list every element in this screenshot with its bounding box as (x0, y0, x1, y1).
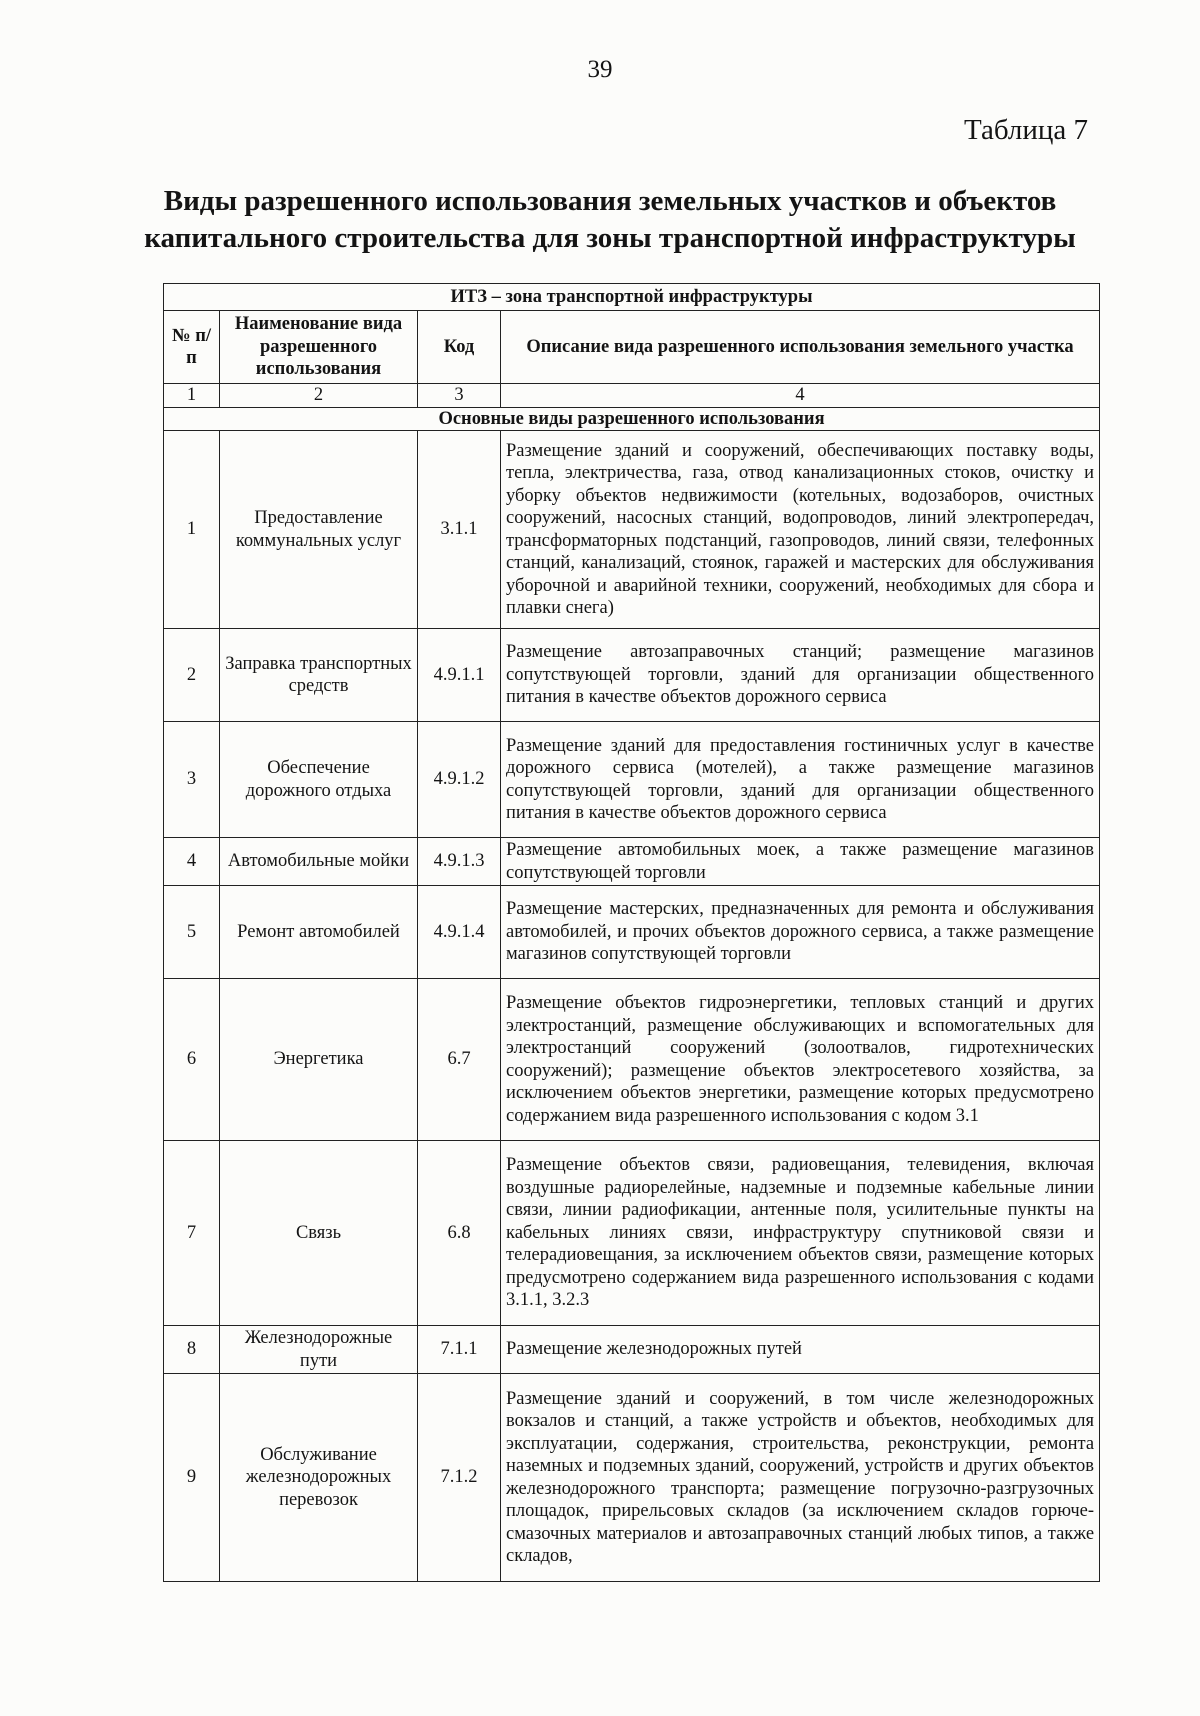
use-type-description: Размещение автозаправочных станций; размещение магазинов сопутствующей торговли, зданий для организации общественного питания в качестве объектов дорожного сервиса (501, 629, 1100, 722)
row-number: 4 (164, 838, 220, 886)
use-type-code: 3.1.1 (418, 431, 501, 629)
row-number: 7 (164, 1141, 220, 1326)
zone-title: ИТЗ – зона транспортной инфраструктуры (164, 284, 1100, 311)
row-number: 8 (164, 1326, 220, 1374)
use-type-name: Железнодорожные пути (220, 1326, 418, 1374)
row-number: 1 (164, 431, 220, 629)
use-type-code: 4.9.1.1 (418, 629, 501, 722)
page-number: 39 (587, 56, 613, 83)
table-row (164, 1326, 1100, 1374)
use-type-name: Ремонт автомобилей (220, 886, 418, 979)
table-row (164, 1374, 1100, 1582)
table-row (164, 431, 1100, 629)
column-index: 4 (501, 384, 1100, 408)
header-code: Код (418, 311, 501, 384)
use-type-code: 4.9.1.2 (418, 722, 501, 838)
use-type-name: Энергетика (220, 979, 418, 1141)
use-type-description: Размещение зданий и сооружений, в том числе железнодорожных вокзалов и станций, а также устройств и объектов, необходимых для эксплуатации, содержания, строительства, реконструкции, ремонта наземных и подземных зданий, сооружений, устройств и других объектов железнодорожного транспорта; размещение погрузочно-разгрузочных площадок, прирельсовых складов (за исключением складов горюче-смазочных материалов и автозаправочных станций любых типов, а также складов, (501, 1374, 1100, 1582)
use-type-code: 7.1.2 (418, 1374, 501, 1582)
use-type-description: Размещение мастерских, предназначенных для ремонта и обслуживания автомобилей, и прочих объектов дорожного сервиса, а также размещение магазинов сопутствующей торговли (501, 886, 1100, 979)
use-type-code: 4.9.1.4 (418, 886, 501, 979)
table-label: Таблица 7 (963, 114, 1088, 146)
header-num: № п/п (164, 311, 220, 384)
use-type-code: 6.7 (418, 979, 501, 1141)
use-type-description: Размещение железнодорожных путей (501, 1326, 1100, 1374)
header-name: Наименование вида разрешенного использования (220, 311, 418, 384)
document-title: Виды разрешенного использования земельных участков и объектов капитального строительства для зоны транспортной инфраструктуры (144, 185, 1076, 254)
row-number: 6 (164, 979, 220, 1141)
use-type-code: 6.8 (418, 1141, 501, 1326)
row-number: 5 (164, 886, 220, 979)
table-row (164, 838, 1100, 886)
use-type-code: 7.1.1 (418, 1326, 501, 1374)
use-type-description: Размещение объектов гидроэнергетики, тепловых станций и других электростанций, размещение обслуживающих и вспомогательных для электростанций сооружений (золоотвалов, гидротехнических сооружений); размещение объектов электросетевого хозяйства, за исключением объектов энергетики, размещение которых предусмотрено содержанием вида разрешенного использования с кодом 3.1 (501, 979, 1100, 1141)
use-type-description: Размещение зданий для предоставления гостиничных услуг в качестве дорожного сервиса (мотелей), а также размещение магазинов сопутствующей торговли, зданий для организации общественного питания в качестве объектов дорожного сервиса (501, 722, 1100, 838)
table-row (164, 629, 1100, 722)
use-type-name: Обеспечение дорожного отдыха (220, 722, 418, 838)
use-type-name: Автомобильные мойки (220, 838, 418, 886)
use-type-name: Предоставление коммунальных услуг (220, 431, 418, 629)
use-type-description: Размещение автомобильных моек, а также размещение магазинов сопутствующей торговли (501, 838, 1100, 886)
row-number: 3 (164, 722, 220, 838)
section-title: Основные виды разрешенного использования (164, 407, 1100, 431)
use-type-name: Заправка транспортных средств (220, 629, 418, 722)
use-type-name: Обслуживание железнодорожных перевозок (220, 1374, 418, 1582)
row-number: 9 (164, 1374, 220, 1582)
table-row (164, 722, 1100, 838)
row-number: 2 (164, 629, 220, 722)
use-type-description: Размещение зданий и сооружений, обеспечивающих поставку воды, тепла, электричества, газа, отвод канализационных стоков, очистку и уборку объектов недвижимости (котельных, водозаборов, очистных сооружений, насосных станций, водопроводов, линий электропередач, трансформаторных подстанций, газопроводов, линий связи, телефонных станций, канализаций, стоянок, гаражей и мастерских для обслуживания уборочной и аварийной техники, сооружений, необходимых для сбора и плавки снега) (501, 431, 1100, 629)
column-index: 2 (220, 384, 418, 408)
use-type-description: Размещение объектов связи, радиовещания, телевидения, включая воздушные радиорелейные, надземные и подземные кабельные линии связи, линии радиофикации, антенные поля, усилительные пункты на кабельных линиях связи, инфраструктуру спутниковой связи и телерадиовещания, за исключением объектов связи, размещение которых предусмотрено содержанием вида разрешенного использования с кодами 3.1.1, 3.2.3 (501, 1141, 1100, 1326)
column-index: 1 (164, 384, 220, 408)
table-row (164, 1141, 1100, 1326)
table-row (164, 979, 1100, 1141)
land-use-table (163, 283, 1100, 1582)
column-index: 3 (418, 384, 501, 408)
header-desc: Описание вида разрешенного использования земельного участка (501, 311, 1100, 384)
use-type-name: Связь (220, 1141, 418, 1326)
use-type-code: 4.9.1.3 (418, 838, 501, 886)
table-row (164, 886, 1100, 979)
